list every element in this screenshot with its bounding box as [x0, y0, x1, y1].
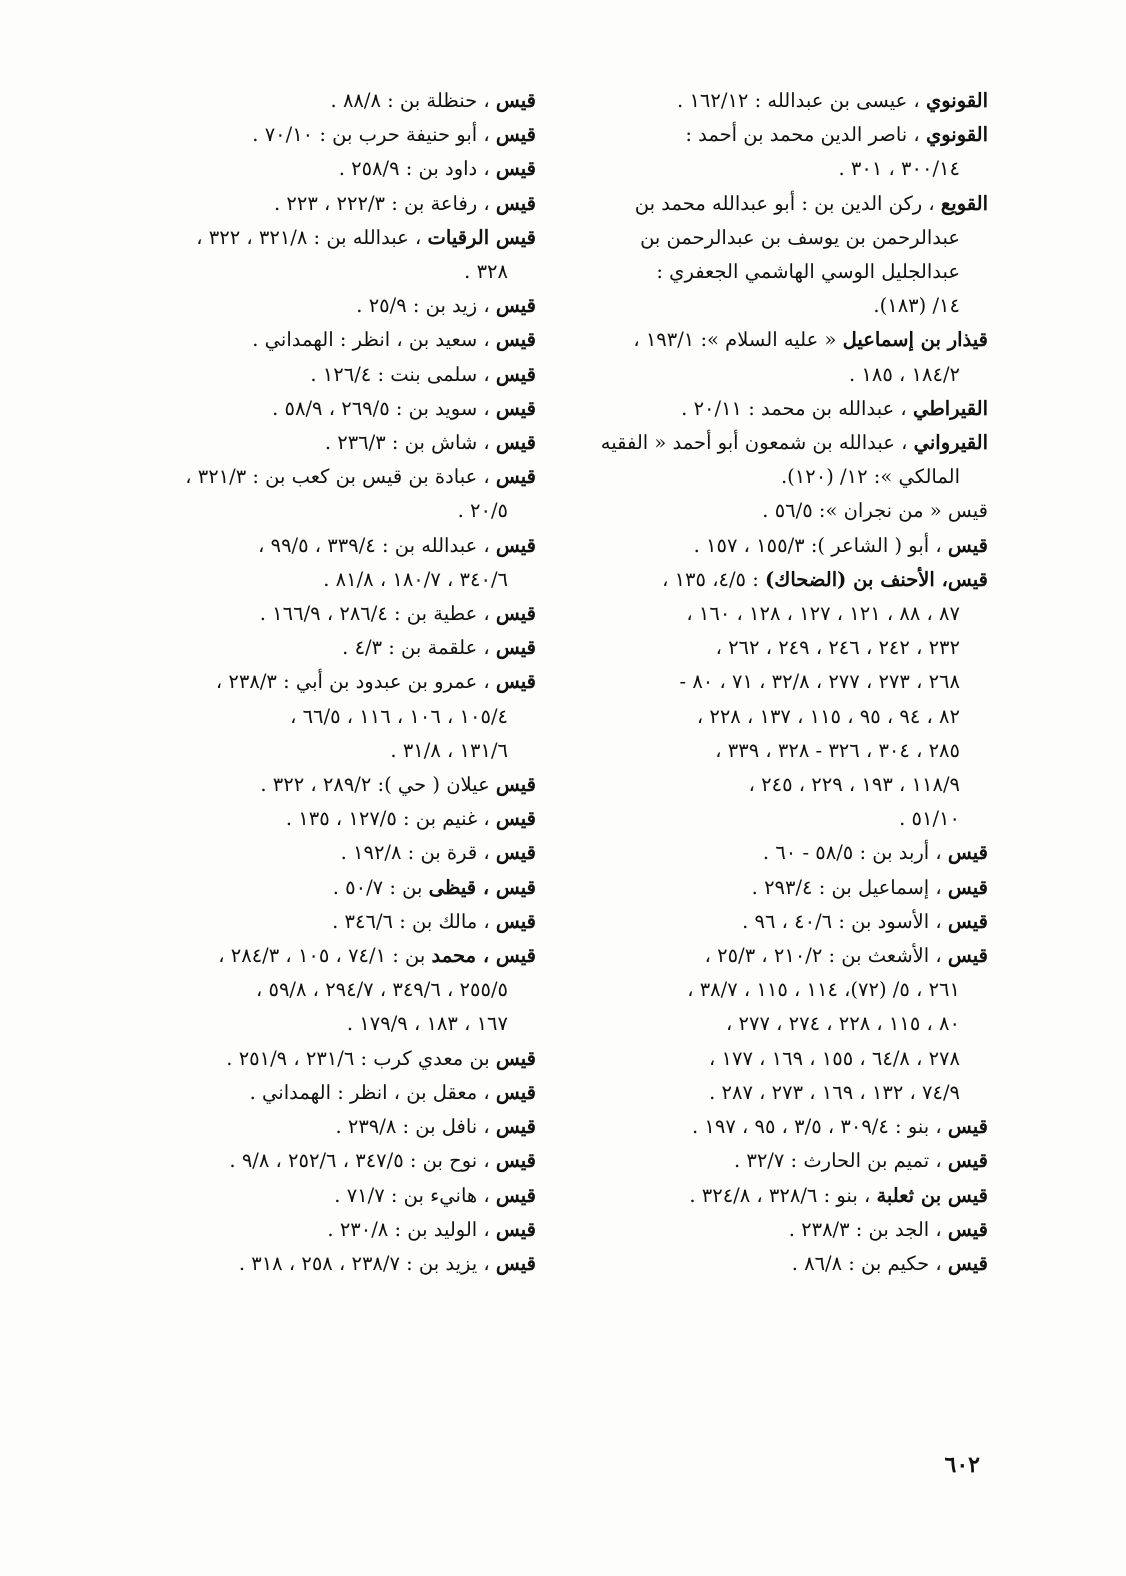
entry-text: ، زيد بن : ٢٥/٩ . [356, 294, 490, 318]
entry-line [126, 323, 536, 357]
index-entry [578, 939, 988, 1110]
entry-heading: قيس [495, 773, 536, 797]
entry-text: ، أبو ( الشاعر ): ١٥٥/٣ ، ١٥٧ . [693, 533, 942, 557]
index-entry [126, 905, 536, 939]
entry-line [578, 323, 988, 357]
entry-text: ، سلمى بنت : ١٢٦/٤ . [310, 362, 490, 386]
entry-line [578, 1179, 988, 1213]
entry-line [126, 631, 536, 665]
entry-heading: القونوي [925, 123, 988, 147]
entry-line [578, 768, 988, 802]
index-entry [126, 1144, 536, 1178]
entry-text: ، عطية بن : ٢٨٦/٤ ، ١٦٦/٩ . [259, 602, 490, 626]
entry-text: ٨٠ ، ١١٥ ، ٢٢٨ ، ٢٧٤ ، ٢٧٧ ، [726, 1012, 960, 1036]
index-entry [578, 84, 988, 118]
entry-line [126, 1042, 536, 1076]
index-entry [578, 1213, 988, 1247]
entry-line [578, 1042, 988, 1076]
entry-text: ، إسماعيل بن : ٢٩٣/٤ . [751, 875, 942, 899]
entry-text: ، مالك بن : ٣٤٦/٦ . [332, 909, 490, 933]
entry-line [578, 802, 988, 836]
entry-line [126, 460, 536, 494]
index-entry [126, 221, 536, 289]
entry-line [578, 700, 988, 734]
index-entry [578, 323, 988, 391]
index-entry [578, 1179, 988, 1213]
index-entry [578, 529, 988, 563]
entry-heading: قيس [947, 533, 988, 557]
entry-text: ١٨٤/٢ ، ١٨٥ . [849, 362, 960, 386]
entry-line [126, 700, 536, 734]
entry-text: ٨٢ ، ٩٤ ، ٩٥ ، ١١٥ ، ١٣٧ ، ٢٢٨ ، [696, 704, 960, 728]
entry-heading: قيس [495, 602, 536, 626]
entry-text: « عليه السلام »: ١٩٣/١ ، [633, 328, 837, 352]
entry-text: عيلان ( حي ): ٢٨٩/٢ ، ٣٢٢ . [260, 773, 490, 797]
entry-text: ٢٥٥/٥ ، ٣٤٩/٦ ، ٢٩٤/٧ ، ٥٩/٨ ، [255, 978, 508, 1002]
entry-text: ، عبدالله بن محمد : ٢٠/١١ . [681, 396, 907, 420]
entry-line [126, 734, 536, 768]
entry-text: : ٤/٥، ١٣٥ ، [662, 567, 759, 591]
entry-line [578, 1213, 988, 1247]
entry-line [578, 118, 988, 152]
entry-line [126, 494, 536, 528]
entry-heading: قيس [947, 1115, 988, 1139]
entry-heading: قيس بن ثعلبة [876, 1183, 988, 1207]
entry-text: ، الجد بن : ٢٣٨/٣ . [788, 1217, 942, 1241]
index-entry [578, 905, 988, 939]
entry-text: ١٦٧ ، ١٨٣ ، ١٧٩/٩ . [346, 1012, 508, 1036]
page-number: ٦٠٢ [944, 1452, 980, 1478]
entry-heading: قيس [495, 396, 536, 420]
index-entry [126, 802, 536, 836]
entry-text: ١٠٥/٤ ، ١٠٦ ، ١١٦ ، ٦٦/٥ ، [290, 704, 508, 728]
entry-text: عبدالرحمن بن يوسف بن عبدالرحمن بن [640, 225, 960, 249]
index-entry [126, 597, 536, 631]
entry-line [578, 836, 988, 870]
entry-text: عبدالجليل الوسي الهاشمي الجعفري : [656, 260, 960, 284]
entry-text: بن معدي كرب : ٢٣١/٦ ، ٢٥١/٩ . [226, 1046, 490, 1070]
entry-line [578, 1247, 988, 1281]
entry-text: ٣٢٨ . [464, 260, 508, 284]
entry-heading: قيس [947, 1149, 988, 1173]
entry-line [578, 494, 988, 528]
index-entry [126, 1247, 536, 1281]
entry-line [126, 221, 536, 255]
entry-text: ١١٨/٩ ، ١٩٣ ، ٢٢٩ ، ٢٤٥ ، [748, 773, 960, 797]
entry-line [578, 1110, 988, 1144]
entry-line [126, 665, 536, 699]
entry-text: قيس « من نجران »: ٥٦/٥ . [762, 499, 988, 523]
index-entry [578, 187, 988, 324]
entry-line [126, 1076, 536, 1110]
entry-line [578, 871, 988, 905]
entry-line [126, 802, 536, 836]
entry-line [126, 255, 536, 289]
entry-text: ٢٨٥ ، ٣٠٤ ، ٣٢٦ - ٣٢٨ ، ٣٣٩ ، [715, 738, 960, 762]
entry-text: ٧٤/٩ ، ١٣٢ ، ١٦٩ ، ٢٧٣ ، ٢٨٧ . [709, 1080, 960, 1104]
entry-text: ٢٦١ ، ٥/ (٧٢)، ١١٤ ، ١١٥ ، ٣٨/٧ ، [687, 978, 960, 1002]
entry-text: ، أبو حنيفة حرب بن : ٧٠/١٠ . [252, 123, 490, 147]
entry-line [578, 1007, 988, 1041]
index-entry [126, 118, 536, 152]
entry-text: ، عيسى بن عبدالله : ١٦٢/١٢ . [677, 89, 920, 112]
entry-line [578, 1144, 988, 1178]
entry-heading: قيس ، قيظى [428, 875, 536, 899]
index-entry [126, 529, 536, 597]
entry-line [578, 631, 988, 665]
entry-line [578, 392, 988, 426]
left-column [126, 84, 536, 1281]
entry-line [126, 1007, 536, 1041]
entry-line [126, 836, 536, 870]
entry-heading: قيس [495, 909, 536, 933]
index-entry [578, 871, 988, 905]
entry-heading: قيس [495, 670, 536, 694]
index-entry [578, 1110, 988, 1144]
entry-line [578, 905, 988, 939]
entry-line [578, 84, 988, 118]
entry-heading: قيس [495, 465, 536, 489]
entry-heading: قيس الرقيات [427, 225, 536, 249]
index-entry [126, 665, 536, 768]
entry-line [126, 1213, 536, 1247]
entry-text: ، الأسود بن : ٤٠/٦ ، ٩٦ . [742, 909, 942, 933]
entry-heading: قيس ، محمد [431, 944, 536, 968]
index-entry [126, 289, 536, 323]
entry-line [578, 289, 988, 323]
entry-text: ١٤/ (١٨٣). [873, 294, 960, 318]
entry-text: ، عبدالله بن : ٣٣٩/٤ ، ٩٩/٥ ، [258, 533, 490, 557]
entry-text: ، رفاعة بن : ٢٢٢/٣ ، ٢٢٣ . [274, 191, 490, 215]
index-entry [126, 1076, 536, 1110]
entry-text: ، غنيم بن : ١٢٧/٥ ، ١٣٥ . [285, 807, 490, 831]
entry-heading: قيس [495, 328, 536, 352]
entry-line [578, 187, 988, 221]
entry-text: ، الأشعث بن : ٢١٠/٢ ، ٢٥/٣ ، [704, 944, 942, 968]
index-entry [126, 426, 536, 460]
entry-text: ، علقمة بن : ٤/٣ . [342, 636, 490, 660]
entry-heading: قيس [495, 1217, 536, 1241]
entry-heading: قيس [947, 1217, 988, 1241]
entry-text: ، نوح بن : ٣٤٧/٥ ، ٢٥٢/٦ ، ٩/٨ . [229, 1149, 490, 1173]
entry-heading: القونوي [925, 89, 988, 112]
entry-heading: قيس [495, 533, 536, 557]
entry-text: ، تميم بن الحارث : ٣٢/٧ . [733, 1149, 942, 1173]
entry-heading: قيس [495, 89, 536, 112]
entry-text: ، عبادة بن قيس بن كعب بن : ٣٢١/٣ ، [185, 465, 490, 489]
entry-line [126, 358, 536, 392]
entry-line [126, 187, 536, 221]
right-column [578, 84, 988, 1281]
index-entry [126, 323, 536, 357]
entry-line [578, 426, 988, 460]
index-entry [578, 836, 988, 870]
index-entry [126, 392, 536, 426]
entry-text: ٨٧ ، ٨٨ ، ١٢١ ، ١٢٧ ، ١٢٨ ، ١٦٠ ، [686, 602, 960, 626]
entry-line [126, 1144, 536, 1178]
entry-heading: قيس [495, 294, 536, 318]
entry-heading: قيس [947, 841, 988, 865]
entry-line [578, 563, 988, 597]
entry-text: ، بنو : ٣٢٨/٦ ، ٣٢٤/٨ . [689, 1183, 871, 1207]
entry-heading: القيرواني [913, 431, 988, 455]
entry-text: ، ناصر الدين محمد بن أحمد : [685, 123, 920, 147]
entry-line [126, 152, 536, 186]
entry-line [578, 358, 988, 392]
entry-heading: قيس [495, 1046, 536, 1070]
entry-heading: قيس، الأحنف بن (الضحاك) [765, 567, 988, 591]
entry-heading: قيس [947, 909, 988, 933]
entry-line [126, 905, 536, 939]
entry-text: ١٣١/٦ ، ٣١/٨ . [390, 738, 508, 762]
entry-text: ٢٧٨ ، ٦٤/٨ ، ١٥٥ ، ١٦٩ ، ١٧٧ ، [709, 1046, 960, 1070]
entry-heading: قيس [495, 636, 536, 660]
entry-heading: قيس [495, 157, 536, 181]
index-entry [126, 1042, 536, 1076]
index-entry [578, 563, 988, 837]
entry-heading: قيس [947, 875, 988, 899]
entry-text: ، بنو : ٣٠٩/٤ ، ٣/٥ ، ٩٥ ، ١٩٧ . [691, 1115, 942, 1139]
index-entry [126, 1110, 536, 1144]
entry-text: ، يزيد بن : ٢٣٨/٧ ، ٢٥٨ ، ٣١٨ . [238, 1251, 490, 1275]
entry-text: بن : ٥٠/٧ . [332, 875, 423, 899]
entry-text: المالكي »: ١٢/ (١٢٠). [780, 465, 960, 489]
entry-line [578, 255, 988, 289]
entry-heading: قيس [495, 191, 536, 215]
entry-line [578, 460, 988, 494]
index-entry [126, 631, 536, 665]
index-entry [126, 768, 536, 802]
entry-line [578, 152, 988, 186]
entry-heading: قيس [495, 841, 536, 865]
entry-heading: قيس [495, 123, 536, 147]
entry-text: ، سعيد بن ، انظر : الهمداني . [252, 328, 490, 352]
index-entry [126, 1213, 536, 1247]
entry-line [578, 734, 988, 768]
entry-line [126, 392, 536, 426]
entry-text: بن : ٧٤/١ ، ١٠٥ ، ٢٨٤/٣ ، [218, 944, 426, 968]
entry-line [578, 973, 988, 1007]
entry-heading: قيس [495, 362, 536, 386]
entry-text: ٢٦٨ ، ٢٧٣ ، ٢٧٧ ، ٣٢/٨ ، ٧١ ، ٨٠ - [679, 670, 960, 694]
entry-text: ، عبدالله بن : ٣٢١/٨ ، ٣٢٢ ، [196, 225, 422, 249]
entry-line [578, 665, 988, 699]
entry-text: ، سويد بن : ٢٦٩/٥ ، ٥٨/٩ . [272, 396, 490, 420]
entry-line [126, 1247, 536, 1281]
entry-heading: قيس [947, 944, 988, 968]
entry-text: ، أربد بن : ٥٨/٥ - ٦٠ . [762, 841, 942, 865]
index-entry [578, 1247, 988, 1281]
index-entry [578, 1144, 988, 1178]
entry-line [126, 563, 536, 597]
entry-line [126, 84, 536, 118]
entry-text: ٣٠٠/١٤ ، ٣٠١ . [838, 157, 960, 181]
index-entry [578, 426, 988, 494]
entry-heading: قيس [495, 1115, 536, 1139]
entry-text: ، حنظلة بن : ٨٨/٨ . [330, 89, 490, 112]
entry-line [578, 1076, 988, 1110]
entry-text: ، عمرو بن عبدود بن أبي : ٢٣٨/٣ ، [215, 670, 490, 694]
entry-text: ٣٤٠/٦ ، ١٨٠/٧ ، ٨١/٨ . [323, 567, 508, 591]
entry-heading: قيس [495, 1251, 536, 1275]
entry-heading: قيذار بن إسماعيل [842, 328, 988, 352]
entry-text: ، عبدالله بن شمعون أبو أحمد « الفقيه [600, 431, 908, 455]
entry-text: ، حكيم بن : ٨٦/٨ . [791, 1251, 942, 1275]
index-entry [126, 358, 536, 392]
entry-heading: قيس [495, 807, 536, 831]
entry-text: ، قرة بن : ١٩٢/٨ . [340, 841, 490, 865]
entry-heading: قيس [947, 1251, 988, 1275]
index-entry [126, 460, 536, 528]
entry-line [126, 1110, 536, 1144]
index-entry [578, 392, 988, 426]
entry-text: ، الوليد بن : ٢٣٠/٨ . [327, 1217, 490, 1241]
entry-line [126, 289, 536, 323]
entry-line [126, 529, 536, 563]
entry-heading: قيس [495, 1183, 536, 1207]
entry-line [578, 529, 988, 563]
entry-line [126, 871, 536, 905]
entry-line [578, 939, 988, 973]
entry-text: ، شاش بن : ٢٣٦/٣ . [324, 431, 490, 455]
index-entry [578, 494, 988, 528]
index-entry [126, 939, 536, 1042]
entry-heading: القويع [940, 191, 988, 215]
entry-line [126, 597, 536, 631]
entry-heading: قيس [495, 1080, 536, 1104]
index-entry [126, 871, 536, 905]
entry-text: ، داود بن : ٢٥٨/٩ . [338, 157, 490, 181]
index-entry [126, 84, 536, 118]
entry-heading: قيس [495, 431, 536, 455]
entry-heading: قيس [495, 1149, 536, 1173]
entry-text: ٥١/١٠ . [899, 807, 960, 831]
entry-line [126, 768, 536, 802]
index-entry [578, 118, 988, 186]
entry-heading: القيراطي [912, 396, 988, 420]
entry-line [126, 118, 536, 152]
index-entry [126, 836, 536, 870]
index-entry [126, 152, 536, 186]
entry-line [126, 1179, 536, 1213]
entry-line [126, 973, 536, 1007]
entry-text: ، ركن الدين بن : أبو عبدالله محمد بن [634, 191, 935, 215]
entry-line [578, 597, 988, 631]
entry-text: ، معقل بن ، انظر : الهمداني . [249, 1080, 490, 1104]
index-entry [126, 1179, 536, 1213]
entry-text: ، هانيء بن : ٧١/٧ . [334, 1183, 490, 1207]
entry-line [578, 221, 988, 255]
entry-text: ، نافل بن : ٢٣٩/٨ . [335, 1115, 490, 1139]
index-entry [126, 187, 536, 221]
entry-text: ٢٣٢ ، ٢٤٢ ، ٢٤٦ ، ٢٤٩ ، ٢٦٢ ، [715, 636, 960, 660]
entry-text: ٢٠/٥ . [457, 499, 508, 523]
entry-line [126, 426, 536, 460]
entry-line [126, 939, 536, 973]
